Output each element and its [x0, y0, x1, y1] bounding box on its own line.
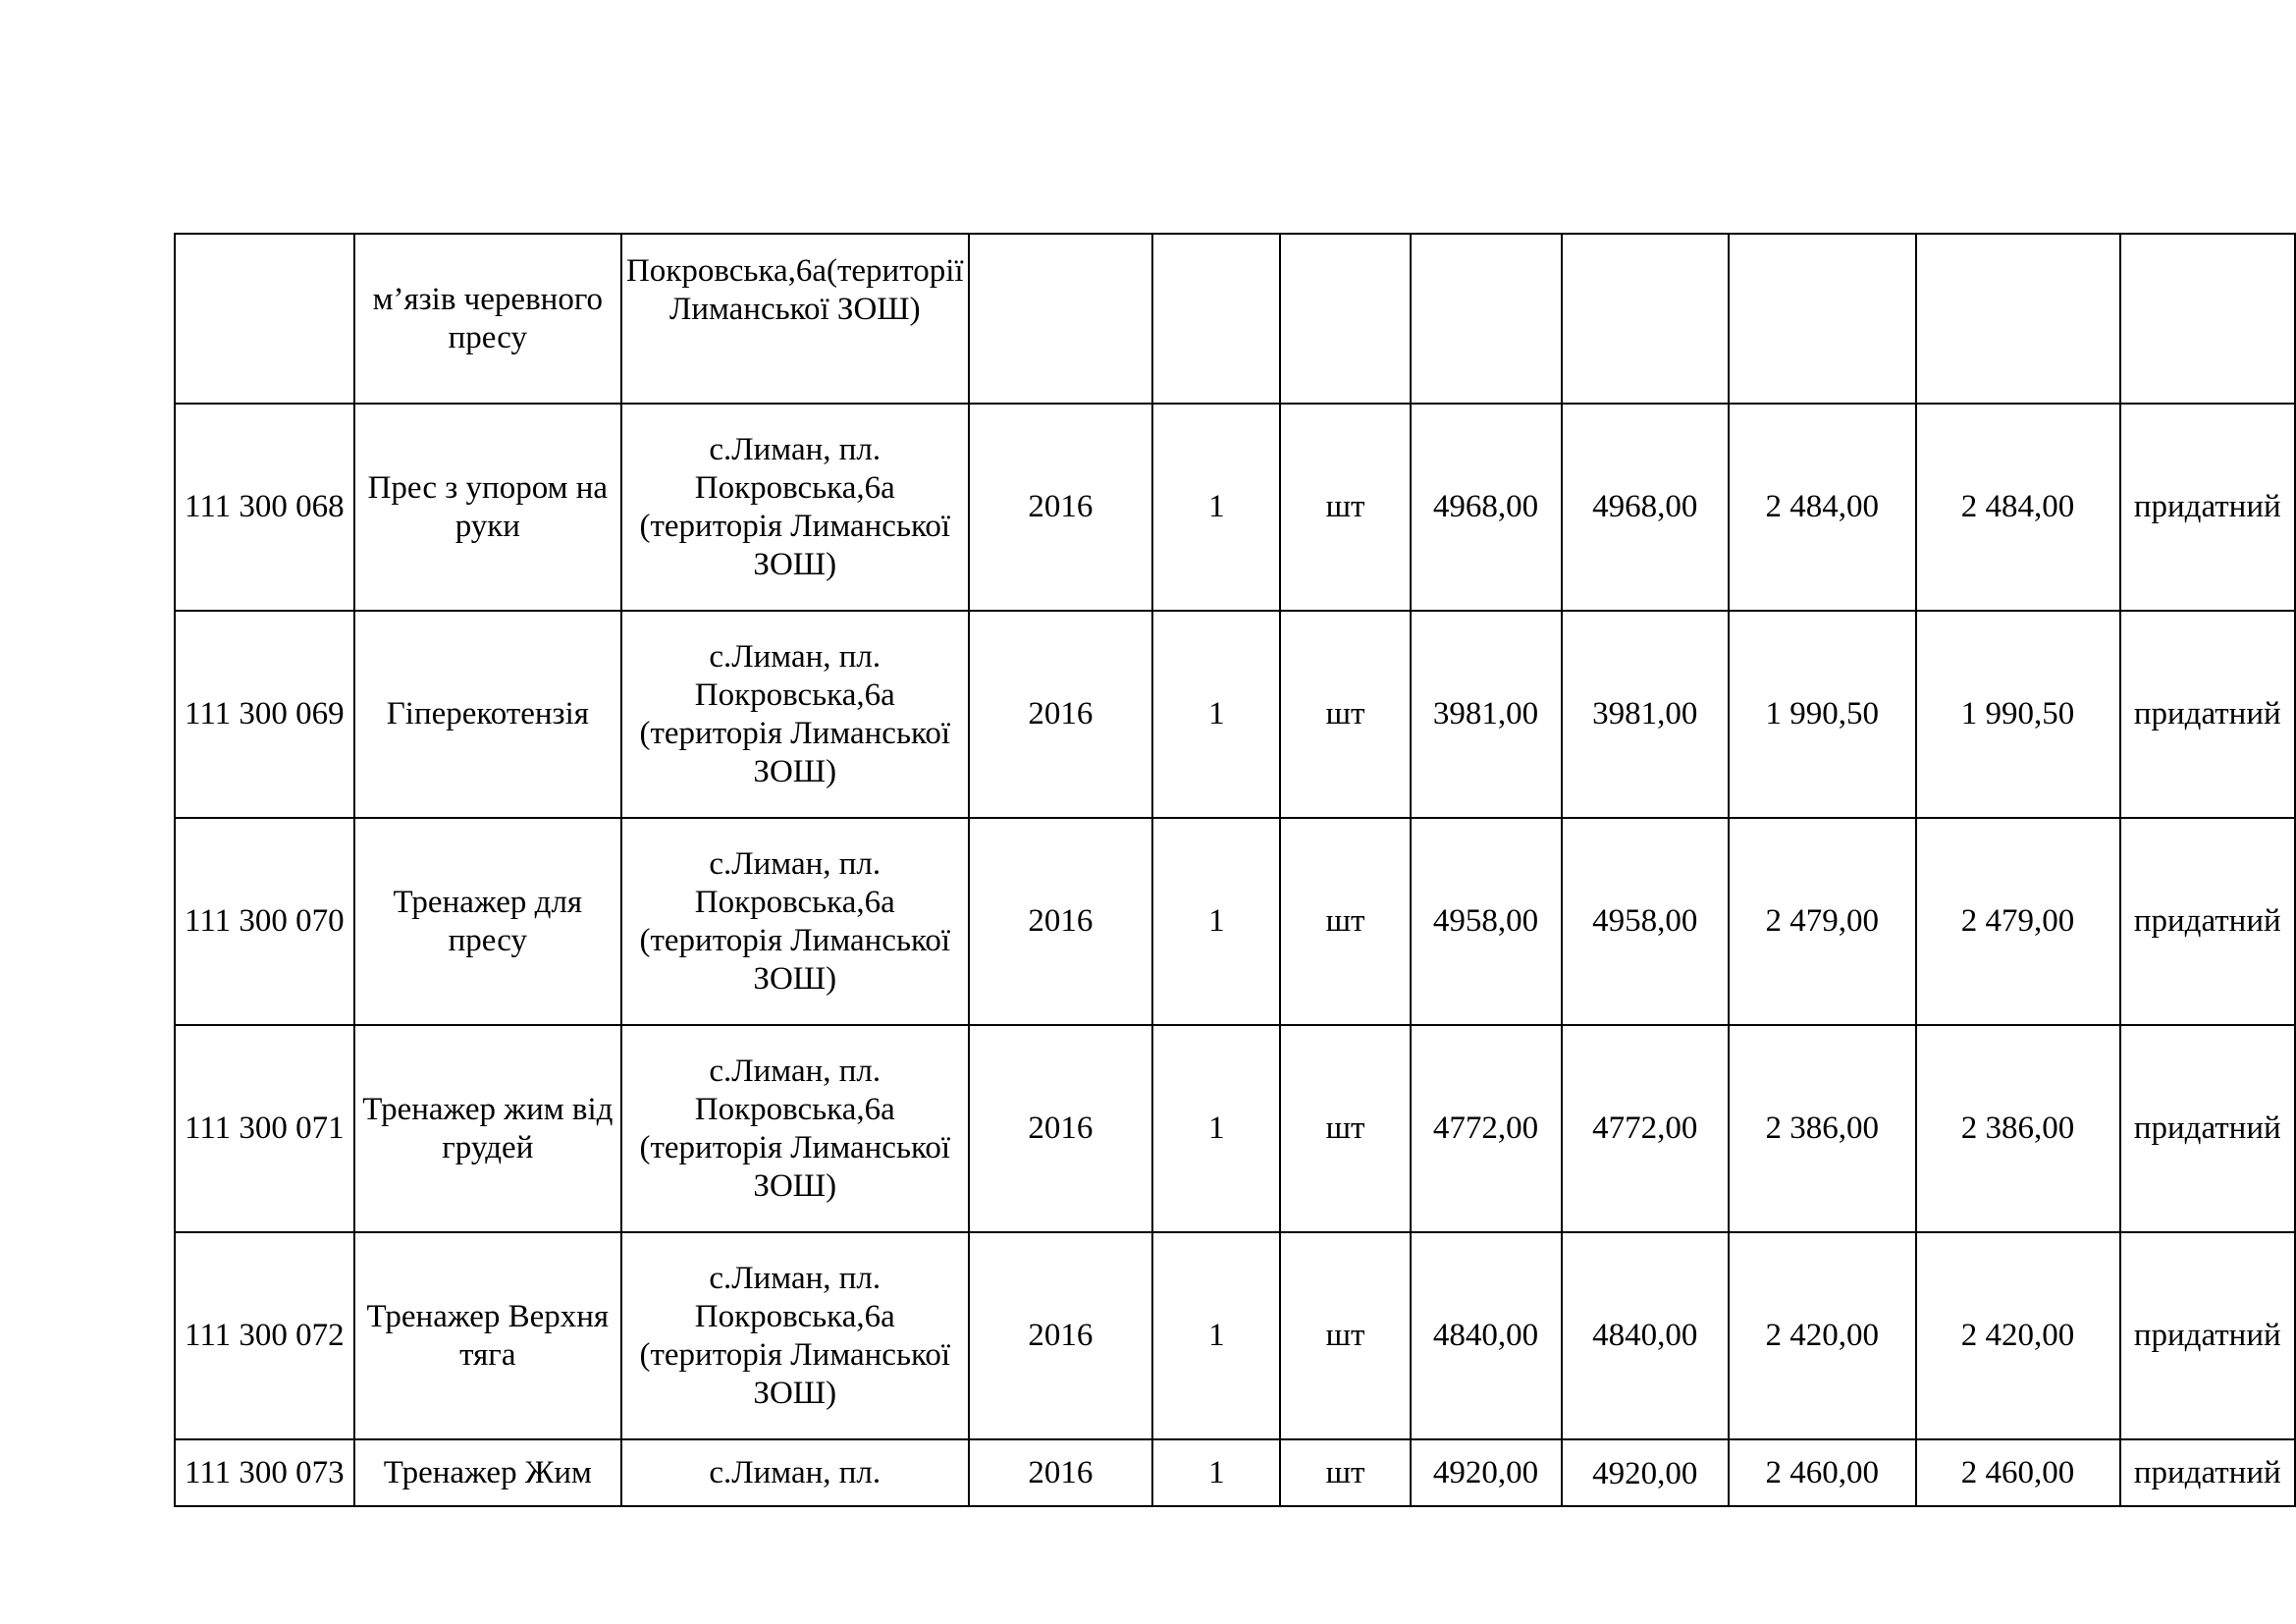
unit-cell: шт: [1280, 1232, 1410, 1439]
condition-cell: [2120, 234, 2296, 404]
depreciation-cell: [1729, 234, 1915, 404]
condition-cell: придатний: [2120, 1439, 2296, 1506]
depreciation-cell: 2 460,00: [1729, 1439, 1915, 1506]
address-cell: с.Лиман, пл. Покровська,6а (територія Лиманської ЗОШ): [621, 1232, 969, 1439]
inventory-number-cell: 111 300 072: [175, 1232, 354, 1439]
inventory-number-cell: 111 300 069: [175, 611, 354, 818]
depreciation-cell: 1 990,50: [1729, 611, 1915, 818]
year-cell: 2016: [969, 1232, 1153, 1439]
residual-value-cell: [1916, 234, 2120, 404]
book-value-cell: 4968,00: [1562, 404, 1730, 611]
price-cell: 4772,00: [1411, 1025, 1562, 1232]
book-value-cell: 3981,00: [1562, 611, 1730, 818]
address-cell: с.Лиман, пл. Покровська,6а (територія Лиманської ЗОШ): [621, 818, 969, 1025]
quantity-cell: [1152, 234, 1280, 404]
condition-cell: придатний: [2120, 818, 2296, 1025]
unit-cell: шт: [1280, 1439, 1410, 1506]
book-value-cell: 4772,00: [1562, 1025, 1730, 1232]
depreciation-cell: 2 484,00: [1729, 404, 1915, 611]
item-name-cell: Тренажер Верхня тяга: [354, 1232, 621, 1439]
residual-value-cell: 2 460,00: [1916, 1439, 2120, 1506]
depreciation-cell: 2 479,00: [1729, 818, 1915, 1025]
address-cell: с.Лиман, пл.: [621, 1439, 969, 1506]
table-row: [175, 1439, 2295, 1506]
year-cell: 2016: [969, 1025, 1153, 1232]
book-value-cell: 4840,00: [1562, 1232, 1730, 1439]
book-value-cell: [1562, 234, 1730, 404]
inventory-number-cell: 111 300 073: [175, 1439, 354, 1506]
condition-cell: придатний: [2120, 611, 2296, 818]
price-cell: 4840,00: [1411, 1232, 1562, 1439]
item-name-cell: м’язів черевного пресу: [354, 234, 621, 404]
year-cell: 2016: [969, 818, 1153, 1025]
price-cell: [1411, 234, 1562, 404]
inventory-number-cell: 111 300 070: [175, 818, 354, 1025]
depreciation-cell: 2 386,00: [1729, 1025, 1915, 1232]
address-cell: с.Лиман, пл. Покровська,6а (територія Лиманської ЗОШ): [621, 1025, 969, 1232]
year-cell: 2016: [969, 1439, 1153, 1506]
year-cell: [969, 234, 1153, 404]
table-row: [175, 234, 2295, 404]
residual-value-cell: 2 479,00: [1916, 818, 2120, 1025]
price-cell: 3981,00: [1411, 611, 1562, 818]
address-cell: Покровська,6а(території Лиманської ЗОШ): [621, 234, 969, 404]
book-value-cell: 4958,00: [1562, 818, 1730, 1025]
price-cell: 4920,00: [1411, 1439, 1562, 1506]
residual-value-cell: 2 386,00: [1916, 1025, 2120, 1232]
item-name-cell: Тренажер для пресу: [354, 818, 621, 1025]
table-row: [175, 611, 2295, 818]
address-cell: с.Лиман, пл. Покровська,6а (територія Лиманської ЗОШ): [621, 611, 969, 818]
residual-value-cell: 1 990,50: [1916, 611, 2120, 818]
inventory-number-cell: [175, 234, 354, 404]
year-cell: 2016: [969, 404, 1153, 611]
inventory-number-cell: 111 300 068: [175, 404, 354, 611]
table-row: [175, 818, 2295, 1025]
quantity-cell: 1: [1152, 1439, 1280, 1506]
year-cell: 2016: [969, 611, 1153, 818]
condition-cell: придатний: [2120, 1025, 2296, 1232]
condition-cell: придатний: [2120, 404, 2296, 611]
price-cell: 4958,00: [1411, 818, 1562, 1025]
unit-cell: шт: [1280, 818, 1410, 1025]
quantity-cell: 1: [1152, 404, 1280, 611]
depreciation-cell: 2 420,00: [1729, 1232, 1915, 1439]
item-name-cell: Тренажер жим від грудей: [354, 1025, 621, 1232]
unit-cell: шт: [1280, 611, 1410, 818]
item-name-cell: Прес з упором на руки: [354, 404, 621, 611]
quantity-cell: 1: [1152, 1232, 1280, 1439]
quantity-cell: 1: [1152, 611, 1280, 818]
item-name-cell: Тренажер Жим: [354, 1439, 621, 1506]
residual-value-cell: 2 484,00: [1916, 404, 2120, 611]
quantity-cell: 1: [1152, 818, 1280, 1025]
book-value-cell: 4920,00: [1562, 1439, 1730, 1506]
price-cell: 4968,00: [1411, 404, 1562, 611]
condition-cell: придатний: [2120, 1232, 2296, 1439]
inventory-table: [174, 233, 2296, 1507]
table-row: [175, 1232, 2295, 1439]
inventory-number-cell: 111 300 071: [175, 1025, 354, 1232]
quantity-cell: 1: [1152, 1025, 1280, 1232]
address-cell: с.Лиман, пл. Покровська,6а (територія Лиманської ЗОШ): [621, 404, 969, 611]
table-row: [175, 404, 2295, 611]
residual-value-cell: 2 420,00: [1916, 1232, 2120, 1439]
unit-cell: шт: [1280, 1025, 1410, 1232]
unit-cell: [1280, 234, 1410, 404]
item-name-cell: Гіперекотензія: [354, 611, 621, 818]
table-row: [175, 1025, 2295, 1232]
unit-cell: шт: [1280, 404, 1410, 611]
